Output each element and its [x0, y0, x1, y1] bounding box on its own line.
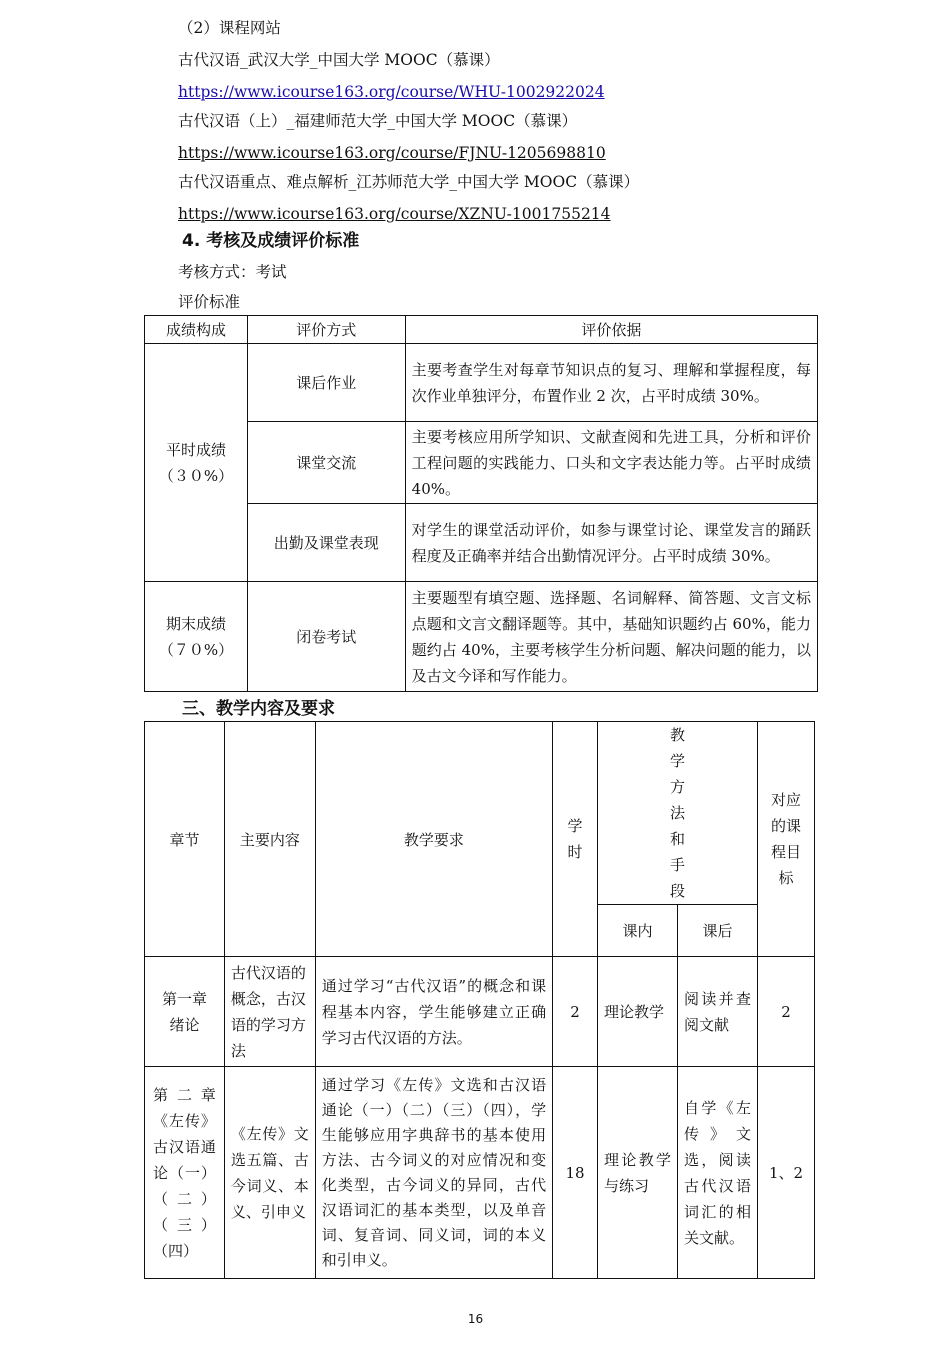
- website-title-2: 古代汉语（上）_福建师范大学_中国大学 MOOC（慕课）: [178, 112, 578, 130]
- group-final-cell: [145, 582, 248, 692]
- row2-hours: 18: [553, 1067, 598, 1279]
- website-link-3[interactable]: https://www.icourse163.org/course/XZNU-1001755214: [178, 205, 611, 223]
- group-final-percent: （７０%）: [158, 640, 234, 659]
- header-method: 评价方式: [247, 316, 405, 344]
- header-main-content: 主要内容: [224, 722, 315, 957]
- assessment-table: [144, 315, 818, 692]
- row2-chapter: 第二章《左传》古汉语通论（一）（二）（三）（四）: [145, 1067, 225, 1279]
- website-link-2[interactable]: https://www.icourse163.org/course/FJNU-1205698810: [178, 144, 606, 162]
- header-basis: 评价依据: [405, 316, 817, 344]
- assessment-method: 考核方式：考试: [178, 263, 287, 281]
- row1-chapter: 第一章绪论: [145, 957, 225, 1067]
- row1-requirement: 通过学习“古代汉语”的概念和课程基本内容，学生能够建立正确学习古代汉语的方法。: [315, 957, 552, 1067]
- method-exam: 闭卷考试: [247, 582, 405, 692]
- row1-in-class: 理论教学: [598, 957, 678, 1067]
- header-in-class: 课内: [598, 905, 678, 957]
- assessment-heading: 4. 考核及成绩评价标准: [182, 231, 360, 251]
- websites-heading: （2）课程网站: [178, 19, 281, 37]
- criteria-label: 评价标准: [178, 293, 241, 311]
- header-methods: 教学方法和手段: [598, 722, 758, 905]
- row1-hours: 2: [553, 957, 598, 1067]
- website-title-1: 古代汉语_武汉大学_中国大学 MOOC（慕课）: [178, 51, 500, 69]
- row2-requirement: 通过学习《左传》文选和古汉语通论（一）（二）（三）（四），学生能够应用字典辞书的基本使用方法、古今词义的对应情况和变化类型，古今词义的异同，古代汉语词汇的基本类型，以及单音词、复音词、同义词，词的本义和引申义。: [315, 1067, 552, 1279]
- content-table: [144, 721, 815, 1279]
- content-heading: 三、教学内容及要求: [182, 699, 335, 719]
- header-after-class: 课后: [678, 905, 758, 957]
- row2-main: 《左传》文选五篇、古今词义、本义、引申义: [224, 1067, 315, 1279]
- row1-main: 古代汉语的概念，古汉语的学习方法: [224, 957, 315, 1067]
- basis-discussion: 主要考核应用所学知识、文献查阅和先进工具，分析和评价工程问题的实践能力、口头和文字表达能力等。占平时成绩 40%。: [405, 422, 817, 504]
- group-regular-label: 平时成绩: [165, 440, 226, 459]
- header-chapter: 章节: [145, 722, 225, 957]
- header-hours: 学时: [553, 722, 598, 957]
- method-attendance: 出勤及课堂表现: [247, 504, 405, 582]
- group-regular-percent: （３０%）: [158, 466, 234, 485]
- method-discussion: 课堂交流: [247, 422, 405, 504]
- header-composition: 成绩构成: [145, 316, 248, 344]
- basis-homework: 主要考查学生对每章节知识点的复习、理解和掌握程度，每次作业单独评分，布置作业 2 次，占平时成绩 30%。: [405, 344, 817, 422]
- website-link-1[interactable]: https://www.icourse163.org/course/WHU-1002922024: [178, 83, 605, 101]
- header-goal: 对应的课程目标: [758, 722, 815, 957]
- website-title-3: 古代汉语重点、难点解析_江苏师范大学_中国大学 MOOC（慕课）: [178, 173, 640, 191]
- row2-after-class: 自学《左传》文选，阅读古代汉语词汇的相关文献。: [678, 1067, 758, 1279]
- method-homework: 课后作业: [247, 344, 405, 422]
- row1-after-class: 阅读并查阅文献: [678, 957, 758, 1067]
- row2-in-class: 理论教学与练习: [598, 1067, 678, 1279]
- basis-exam: 主要题型有填空题、选择题、名词解释、简答题、文言文标点题和文言文翻译题等。其中，基础知识题约占 60%，能力题约占 40%，主要考核学生分析问题、解决问题的能力，以及古文今译和写作能力。: [405, 582, 817, 692]
- group-regular-cell: [145, 344, 248, 582]
- row1-goal: 2: [758, 957, 815, 1067]
- header-requirement: 教学要求: [315, 722, 552, 957]
- page-number: 16: [467, 1312, 484, 1326]
- basis-attendance: 对学生的课堂活动评价，如参与课堂讨论、课堂发言的踊跃程度及正确率并结合出勤情况评分。占平时成绩 30%。: [405, 504, 817, 582]
- group-final-label: 期末成绩: [165, 614, 226, 633]
- row2-goal: 1、2: [758, 1067, 815, 1279]
